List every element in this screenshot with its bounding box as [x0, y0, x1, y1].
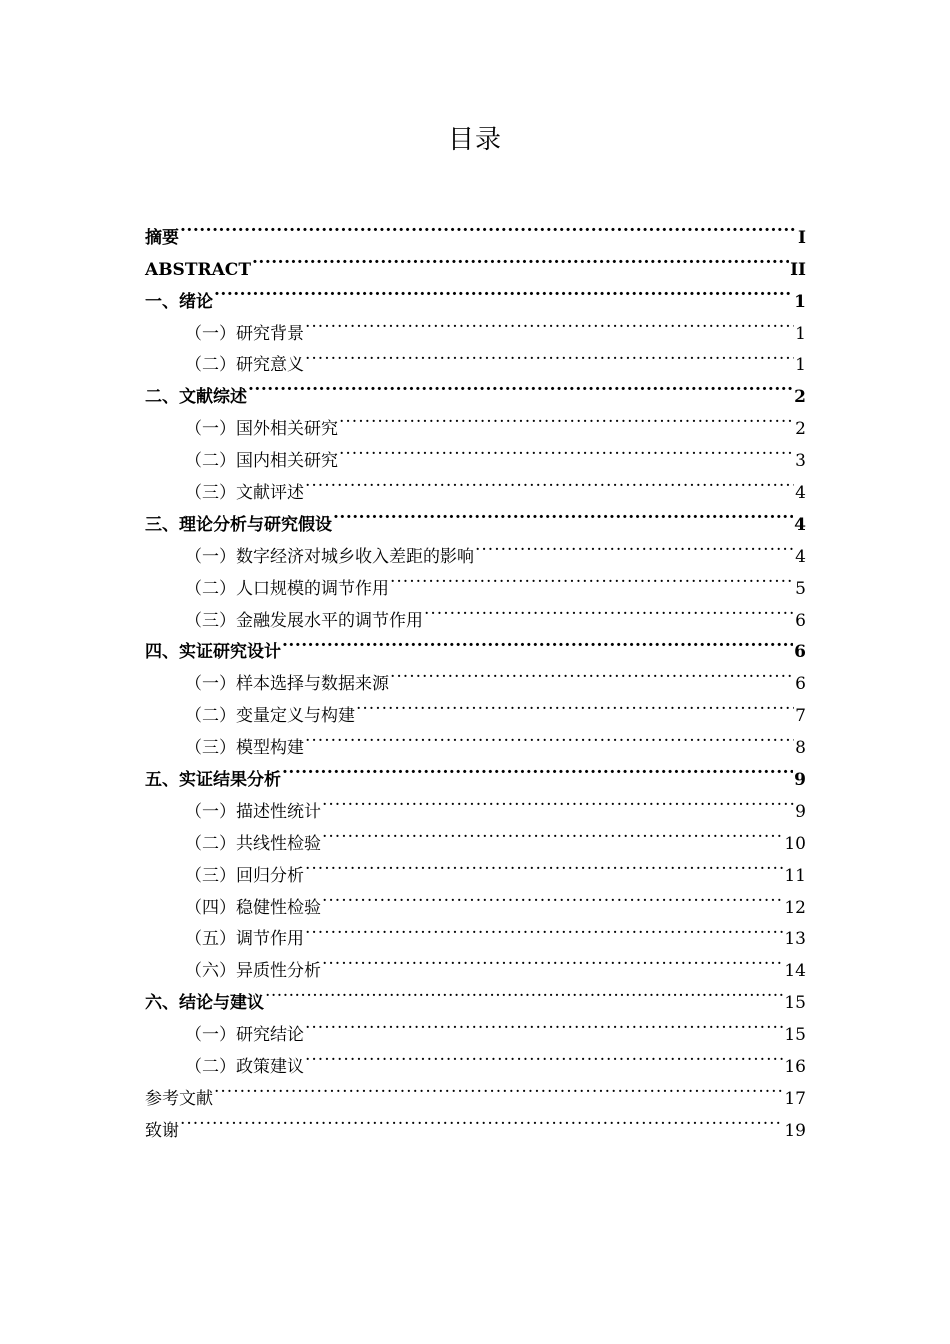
- toc-dot-leader: [305, 339, 794, 371]
- toc-entry-label: （二）共线性检验: [185, 833, 321, 854]
- toc-dot-leader: [180, 1104, 783, 1136]
- toc-dot-leader: [305, 849, 783, 881]
- toc-entry-label: 三、理论分析与研究假设: [145, 514, 332, 535]
- table-of-contents: [145, 211, 806, 1141]
- toc-dot-leader: [248, 370, 793, 402]
- toc-entry-label: （一）样本选择与数据来源: [185, 674, 389, 695]
- toc-entry[interactable]: [145, 1104, 806, 1141]
- toc-entry-label: （三）模型构建: [185, 738, 304, 759]
- toc-dot-leader: [305, 1008, 783, 1040]
- page-title: 目录: [447, 125, 502, 155]
- toc-entry-page-number: 8: [795, 738, 806, 759]
- toc-dot-leader: [305, 913, 783, 945]
- toc-entry-page-number: 17: [784, 1088, 806, 1109]
- toc-dot-leader: [339, 402, 794, 434]
- toc-entry-label: （二）人口规模的调节作用: [185, 578, 389, 599]
- toc-dot-leader: [322, 944, 783, 976]
- toc-entry-label: （三）回归分析: [185, 865, 304, 886]
- toc-dot-leader: [305, 307, 794, 339]
- toc-entry-label: （一）描述性统计: [185, 801, 321, 822]
- toc-entry-label: （一）数字经济对城乡收入差距的影响: [185, 546, 474, 567]
- toc-entry-page-number: 9: [795, 801, 806, 822]
- toc-entry-page-number: 11: [784, 865, 806, 886]
- toc-entry-page-number: 16: [784, 1057, 806, 1078]
- toc-entry-page-number: 7: [795, 706, 806, 727]
- toc-entry-page-number: 1: [794, 291, 806, 312]
- toc-entry-label: 五、实证结果分析: [145, 770, 281, 791]
- toc-entry-page-number: 4: [795, 483, 806, 504]
- toc-dot-leader: [356, 689, 794, 721]
- toc-entry-label: 致谢: [145, 1120, 179, 1141]
- toc-dot-leader: [214, 275, 793, 307]
- toc-entry-page-number: 19: [784, 1120, 806, 1141]
- toc-dot-leader: [322, 881, 783, 913]
- toc-entry-label: 二、文献综述: [145, 387, 247, 408]
- toc-dot-leader: [424, 594, 794, 626]
- toc-entry-page-number: 15: [784, 1025, 806, 1046]
- toc-entry-page-number: 2: [794, 387, 806, 408]
- toc-entry[interactable]: [145, 275, 806, 312]
- toc-entry-label: 一、绪论: [145, 291, 213, 312]
- toc-dot-leader: [390, 657, 794, 689]
- toc-entry-page-number: 10: [784, 833, 806, 854]
- toc-entry-page-number: 6: [795, 674, 806, 695]
- toc-dot-leader: [322, 817, 783, 849]
- toc-entry[interactable]: [145, 211, 806, 248]
- toc-entry-label: （四）稳健性检验: [185, 897, 321, 918]
- toc-entry-label: （二）国内相关研究: [185, 451, 338, 472]
- toc-entry-label: 参考文献: [145, 1088, 213, 1109]
- toc-entry-label: ABSTRACT: [145, 259, 251, 280]
- toc-dot-leader: [265, 976, 783, 1008]
- toc-dot-leader: [475, 530, 794, 562]
- toc-entry-page-number: 1: [795, 355, 806, 376]
- toc-entry-page-number: 2: [795, 419, 806, 440]
- toc-entry-label: （三）文献评述: [185, 483, 304, 504]
- toc-entry-label: （一）研究背景: [185, 323, 304, 344]
- toc-entry-page-number: II: [790, 259, 806, 280]
- toc-dot-leader: [333, 498, 793, 530]
- toc-entry-label: （六）异质性分析: [185, 961, 321, 982]
- toc-entry-page-number: 1: [795, 323, 806, 344]
- toc-dot-leader: [305, 466, 794, 498]
- toc-entry-page-number: 5: [795, 578, 806, 599]
- toc-entry-page-number: 6: [795, 610, 806, 631]
- toc-dot-leader: [322, 785, 794, 817]
- toc-entry-page-number: 9: [794, 770, 806, 791]
- toc-entry-label: 摘要: [145, 227, 179, 248]
- toc-entry-label: （一）国外相关研究: [185, 419, 338, 440]
- toc-dot-leader: [390, 562, 794, 594]
- toc-dot-leader: [180, 211, 797, 243]
- toc-entry-label: （二）研究意义: [185, 355, 304, 376]
- toc-entry-page-number: 14: [784, 961, 806, 982]
- toc-entry-label: （一）研究结论: [185, 1025, 304, 1046]
- toc-entry-label: （五）调节作用: [185, 929, 304, 950]
- toc-entry-page-number: I: [798, 227, 806, 248]
- toc-entry-label: （二）政策建议: [185, 1057, 304, 1078]
- toc-entry[interactable]: [145, 243, 806, 280]
- toc-entry[interactable]: [145, 1072, 806, 1109]
- toc-entry-page-number: 15: [784, 993, 806, 1014]
- toc-entry-page-number: 4: [795, 546, 806, 567]
- toc-dot-leader: [282, 626, 793, 658]
- toc-entry-page-number: 3: [795, 451, 806, 472]
- toc-entry-page-number: 12: [784, 897, 806, 918]
- toc-dot-leader: [305, 1040, 783, 1072]
- toc-dot-leader: [339, 434, 794, 466]
- toc-entry-label: （三）金融发展水平的调节作用: [185, 610, 423, 631]
- toc-entry-page-number: 4: [794, 514, 806, 535]
- toc-entry-label: 六、结论与建议: [145, 993, 264, 1014]
- toc-dot-leader: [214, 1072, 783, 1104]
- toc-entry-label: 四、实证研究设计: [145, 642, 281, 663]
- toc-entry-label: （二）变量定义与构建: [185, 706, 355, 727]
- toc-entry[interactable]: [145, 307, 806, 344]
- toc-dot-leader: [252, 243, 789, 275]
- toc-dot-leader: [282, 753, 793, 785]
- toc-entry-page-number: 13: [784, 929, 806, 950]
- toc-dot-leader: [305, 721, 794, 753]
- toc-entry-page-number: 6: [794, 642, 806, 663]
